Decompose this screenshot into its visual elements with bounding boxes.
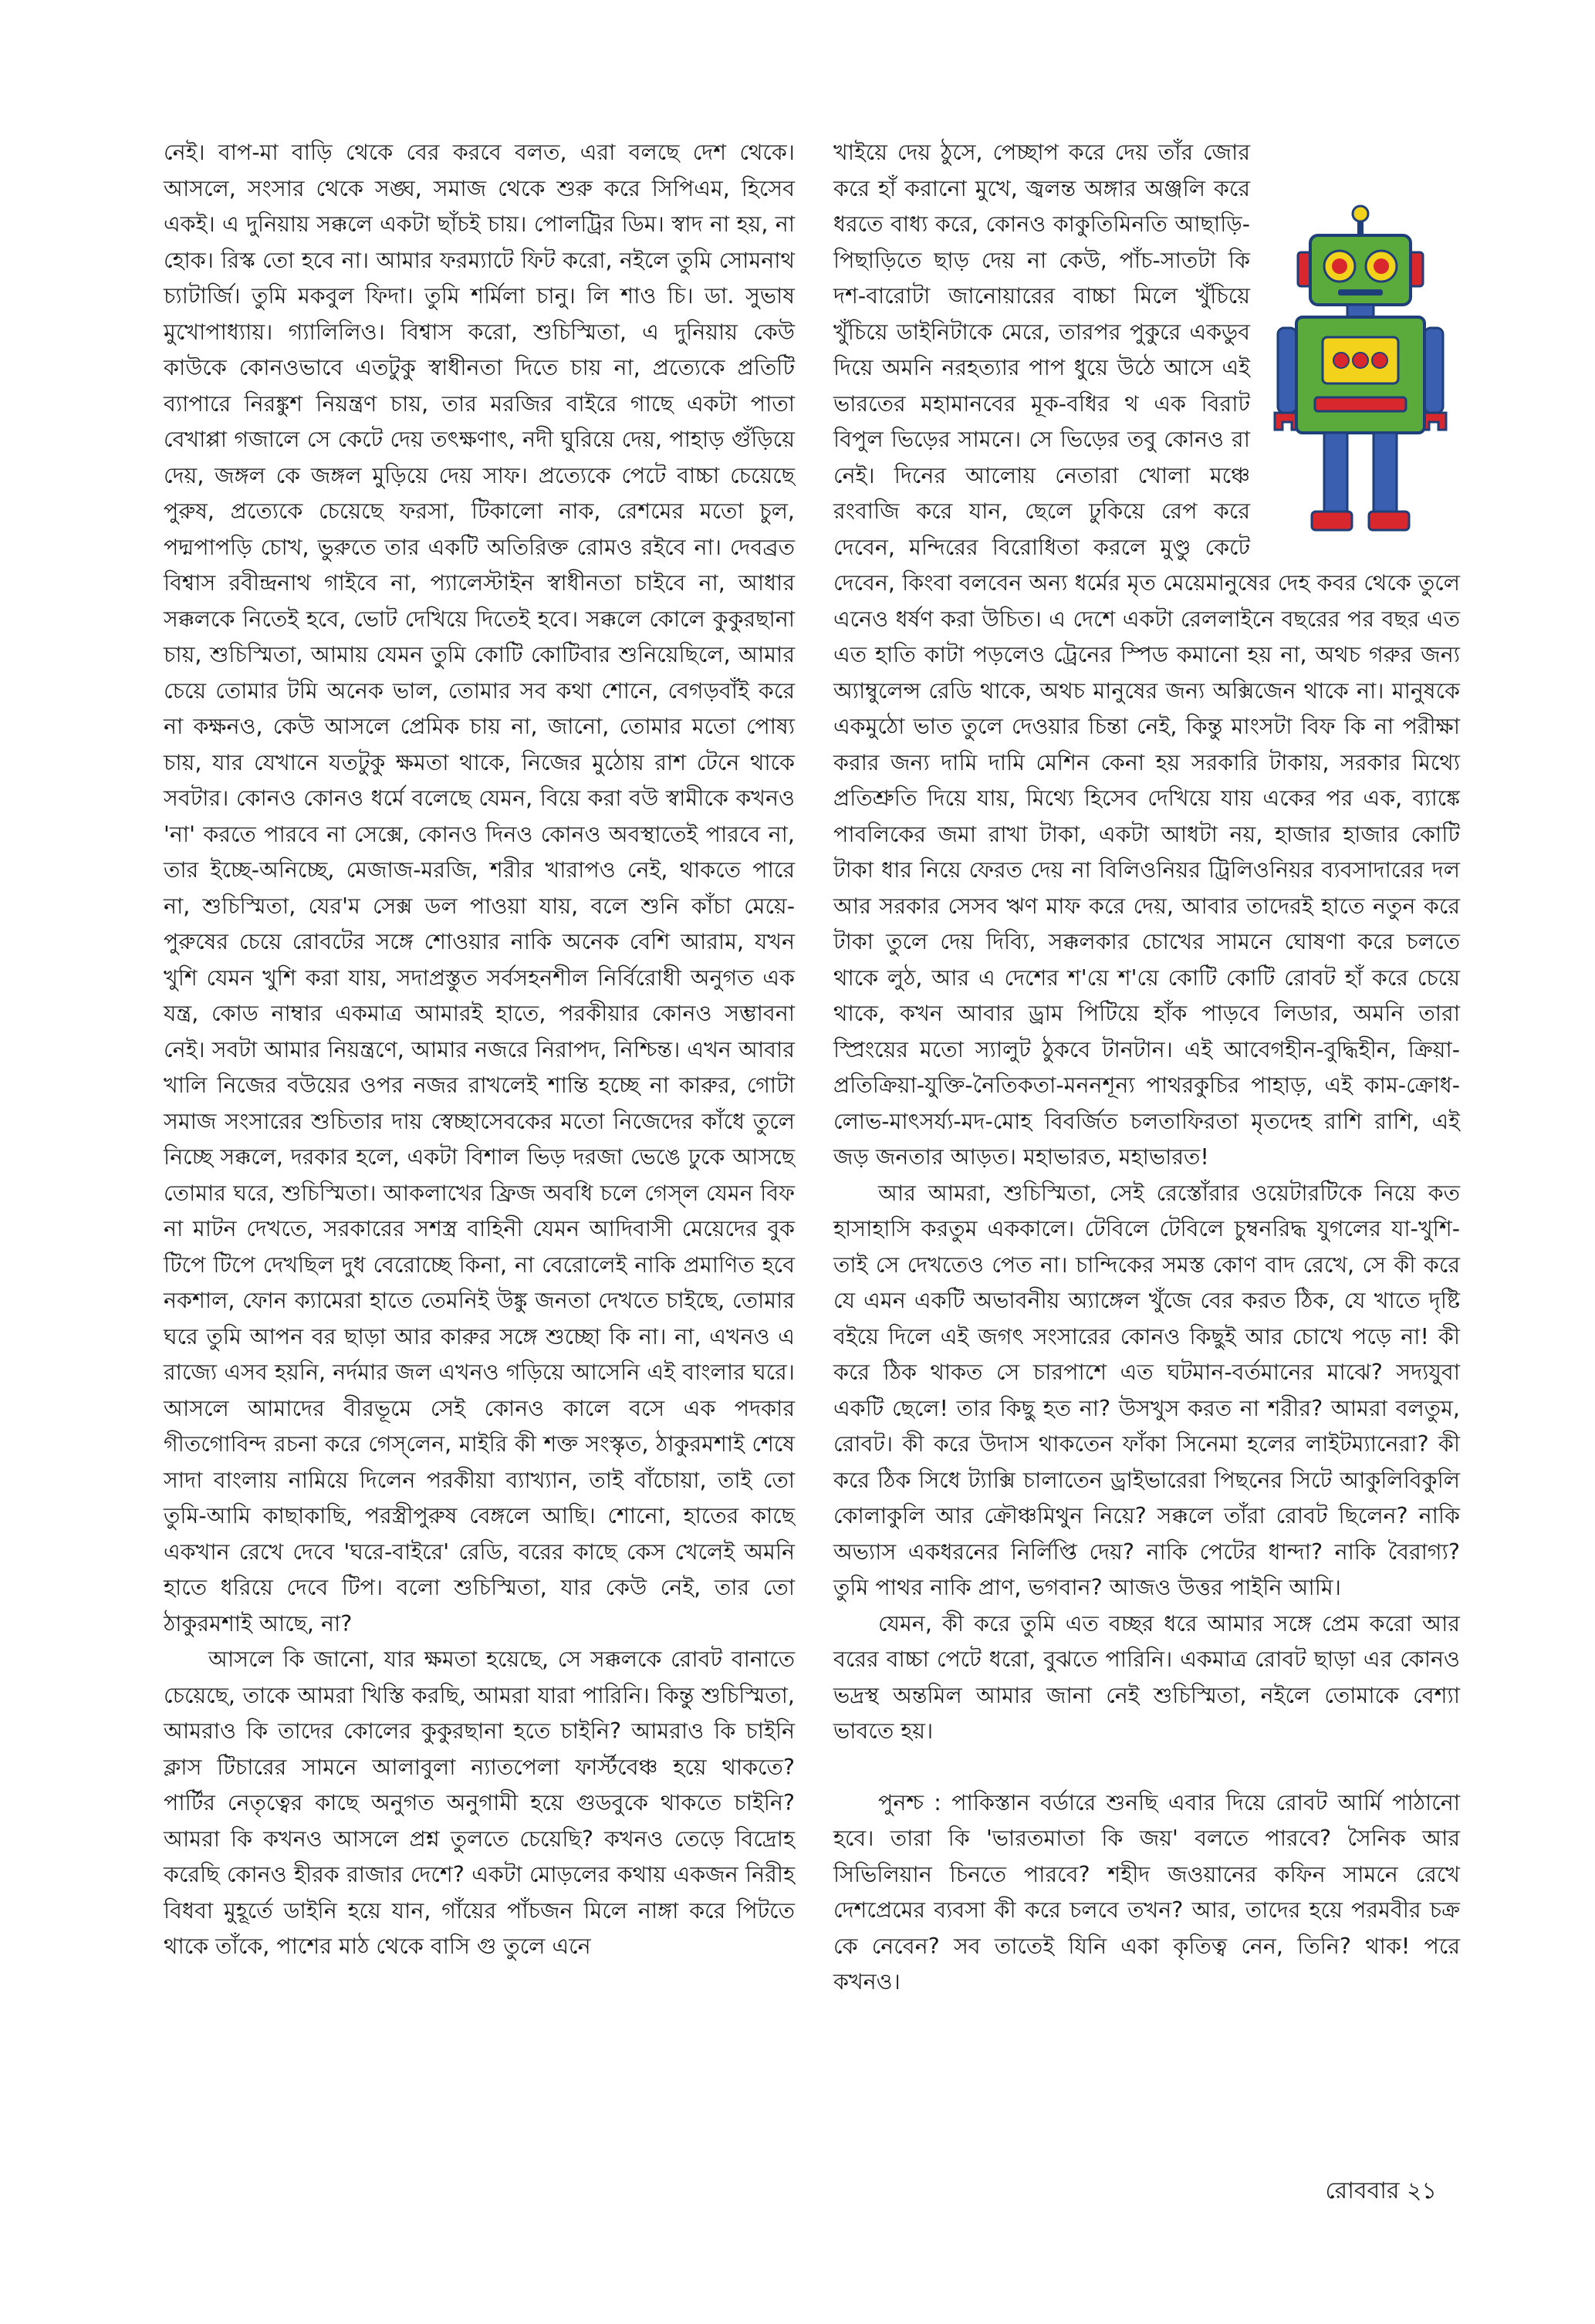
robot-leg-right	[1374, 433, 1397, 513]
robot-icon	[1261, 204, 1460, 544]
paragraph: আর আমরা, শুচিস্মিতা, সেই রেস্তোঁরার ওয়েটারটিকে নিয়ে কত হাসাহাসি করতুম এককালে। টেবিলে টেবিলে চুম্বনরিদ্ধ যুগলের যা-খুশি-তাই সে দেখতেও পেত না। চান্দিকের সমস্ত কোণ বাদ রেখে, সে কী করে যে এমন একটি অভাবনীয় অ্যাঙ্গেল খুঁজে বের করত ঠিক, যে খাতে দৃষ্টি বইয়ে দিলে এই জগৎ সংসারের কোনও কিছুই আর চোখে পড়ে না! কী করে ঠিক থাকত সে চারপাশে এত ঘটমান-বর্তমানের মাঝে? সদ্যযুবা একটি ছেলে! তার কিছু হত না? উসখুস করত না শরীর? আমরা বলতুম, রোবট। কী করে উদাস থাকতেন ফাঁকা সিনেমা হলের লাইটম্যানেরা? কী করে ঠিক সিধে ট্যাক্সি চালাতেন ড্রাইভারেরা পিছনের সিটে আকুলিবিকুলি কোলাকুলি আর ক্রৌঞ্চমিথুন নিয়ে? সক্কলে তাঁরা রোবট ছিলেন? নাকি অভ্যাস একধরনের নির্লিপ্তি দেয়? নাকি পেটের ধান্দা? নাকি বৈরাগ্য? তুমি পাথর নাকি প্রাণ, ভগবান? আজও উত্তর পাইনি আমি।	[833, 1180, 1460, 1600]
paragraph: যেমন, কী করে তুমি এত বচ্ছর ধরে আমার সঙ্গে প্রেম করো আর বরের বাচ্চা পেটে ধরো, বুঝতে পারিনি। একমাত্র রোবট ছাড়া এর কোনও ভদ্রস্থ অন্তমিল আমার জানা নেই শুচিস্মিতা, নইলে তোমাকে বেশ্যা ভাবতে হয়।	[833, 1610, 1460, 1744]
robot-arm-left	[1278, 328, 1296, 413]
robot-belt	[1315, 397, 1406, 411]
paragraph-text: খাইয়ে দেয় ঠুসে, পেচ্ছাপ করে দেয় তাঁর জোর করে হাঁ করানো মুখে, জ্বলন্ত অঙ্গার অঞ্জলি করে ধরতে বাধ্য করে, কোনও কাকুতিমিনতি আছাড়ি-পিছাড়িতে ছাড় দেয় না কেউ, পাঁচ-সাতটা কি দশ-বারোটা জানোয়ারের বাচ্চা মিলে খুঁচিয়ে খুঁচিয়ে ডাইনিটাকে মেরে, তারপর পুকুরে একডুব দিয়ে অমনি নরহত্যার পাপ ধুয়ে উঠে আসে এই ভারতের মহামানবের মূক-বধির থ এক বিরাট বিপুল ভিড়ের সামনে। সে ভিড়ের তবু কোনও রা নেই। দিনের আলোয় নেতারা খোলা মঞ্চে রংবাজি করে যান, ছেলে ঢুকিয়ে রেপ করে দেবেন, মন্দিরের বিরোধিতা করলে মুণ্ডু কেটে দেবেন, কিংবা বলবেন অন্য ধর্মের মৃত মেয়েমানুষের দেহ কবর থেকে তুলে এনেও ধর্ষণ করা উচিত। এ দেশে একটা রেললাইনে বছরের পর বছর এত এত হাতি কাটা পড়লেও ট্রেনের স্পিড কমানো হয় না, অথচ গরুর জন্য অ্যাম্বুলেন্স রেডি থাকে, অথচ মানুষের জন্য অক্সিজেন থাকে না। মানুষকে একমুঠো ভাত তুলে দেওয়ার চিন্তা নেই, কিন্তু মাংসটা বিফ কি না পরীক্ষা করার জন্য দামি দামি মেশিন কেনা হয় সরকারি টাকায়, সরকার মিথ্যে প্রতিশ্রুতি দিয়ে যায়, মিথ্যে হিসেব দেখিয়ে যায় একের পর এক, ব্যাঙ্কে পাবলিকের জমা রাখা টাকা, একটা আধটা নয়, হাজার হাজার কোটি টাকা ধার নিয়ে ফেরত দেয় না বিলিওনিয়র ট্রিলিওনিয়র ব্যবসাদারের দল আর সরকার সেসব ঋণ মাফ করে দেয়, আবার তাদেরই হাতে নতুন করে টাকা তুলে দেয় দিব্যি, সক্কলকার চোখের সামনে ঘোষণা করে চলতে থাকে লুঠ, আর এ দেশের শ'য়ে শ'য়ে কোটি কোটি রোবট হাঁ করে চেয়ে থাকে, কখন আবার ড্রাম পিটিয়ে হাঁক পাড়বে লিডার, অমনি তারা স্প্রিংয়ের মতো স্যালুট ঠুকবে টানটান। এই আবেগহীন-বুদ্ধিহীন, ক্রিয়া-প্রতিক্রিয়া-যুক্তি-নৈতিকতা-মননশূন্য পাথরকুচির পাহাড়, এই কাম-ক্রোধ-লোভ-মাৎসর্য্য-মদ-মোহ বিবর্জিত চলতাফিরতা মৃতদেহ রাশি রাশি, এই জড় জনতার আড়ত। মহাভারত, মহাভারত!	[833, 140, 1460, 1170]
paragraph	[833, 135, 1460, 1176]
page-folio: রোববার ২১	[1325, 2177, 1437, 2204]
postscript-paragraph: পুনশ্চ : পাকিস্তান বর্ডারে শুনছি এবার দিয়ে রোবট আর্মি পাঠানো হবে। তারা কি 'ভারতমাতা কি জয়' বলতে পারবে? সৈনিক আর সিভিলিয়ান চিনতে পারবে? শহীদ জওয়ানের কফিন সামনে রেখে দেশপ্রেমের ব্যবসা কী করে চলবে তখন? আর, তাদের হয়ে পরমবীর চক্র কে নেবেন? সব তাতেই যিনি একা কৃতিত্ব নেন, তিনি? থাক! পরে কখনও।	[833, 1789, 1460, 1995]
paragraph: আসলে কি জানো, যার ক্ষমতা হয়েছে, সে সক্কলকে রোবট বানাতে চেয়েছে, তাকে আমরা খিস্তি করছি, আমরা যারা পারিনি। কিন্তু শুচিস্মিতা, আমরাও কি তাদের কোলের কুকুরছানা হতে চাইনি? আমরাও কি চাইনি ক্লাস টিচারের সামনে আলাবুলা ন্যাতপেলা ফার্স্টবেঞ্চ হয়ে থাকতে? পার্টির নেতৃত্বের কাছে অনুগত অনুগামী হয়ে গুডবুকে থাকতে চাইনি? আমরা কি কখনও আসলে প্রশ্ন তুলতে চেয়েছি? কখনও তেড়ে বিদ্রোহ করেছি কোনও হীরক রাজার দেশে? একটা মোড়লের কথায় একজন নিরীহ বিধবা মুহূর্তে ডাইনি হয়ে যান, গাঁয়ের পাঁচজন মিলে নাঙ্গা করে পিটতে থাকে তাঁকে, পাশের মাঠ থেকে বাসি গু তুলে এনে	[164, 1647, 795, 1959]
robot-foot-left	[1312, 512, 1352, 530]
robot-foot-right	[1369, 512, 1409, 530]
robot-arm-right	[1424, 328, 1443, 413]
robot-eye-left	[1332, 258, 1347, 274]
robot-chest-button	[1333, 353, 1349, 368]
robot-chest-button	[1372, 353, 1387, 368]
robot-antenna-tip	[1353, 206, 1368, 221]
paragraph: নেই। বাপ-মা বাড়ি থেকে বের করবে বলত, এরা বলছে দেশ থেকে। আসলে, সংসার থেকে সঙ্ঘ, সমাজ থেকে শুরু করে সিপিএম, হিসেব একই। এ দুনিয়ায় সক্কলে একটা ছাঁচই চায়। পোলট্রির ডিম। স্বাদ না হয়, না হোক। রিস্ক তো হবে না। আমার ফরম্যাটে ফিট করো, নইলে তুমি সোমনাথ চ্যাটার্জি। তুমি মকবুল ফিদা। তুমি শর্মিলা চানু। লি শাও চি। ডা. সুভাষ মুখোপাধ্যায়। গ্যালিলিও। বিশ্বাস করো, শুচিস্মিতা, এ দুনিয়ায় কেউ কাউকে কোনওভাবে এতটুকু স্বাধীনতা দিতে চায় না, প্রত্যেকে প্রতিটি ব্যাপারে নিরঙ্কুশ নিয়ন্ত্রণ চায়, তার মরজির বাইরে গাছে একটা পাতা বেখাপ্পা গজালে সে কেটে দেয় তৎক্ষণাৎ, নদী ঘুরিয়ে দেয়, পাহাড় গুঁড়িয়ে দেয়, জঙ্গল কে জঙ্গল মুড়িয়ে দেয় সাফ। প্রত্যেকে পেটে বাচ্চা চেয়েছে পুরুষ, প্রত্যেকে চেয়েছে ফরসা, টিকালো নাক, রেশমের মতো চুল, পদ্মপাপড়ি চোখ, ভুরুতে তার একটি অতিরিক্ত রোমও রইবে না। দেবব্রত বিশ্বাস রবীন্দ্রনাথ গাইবে না, প্যালেস্টাইন স্বাধীনতা চাইবে না, আধার সক্কলকে নিতেই হবে, ভোট দেখিয়ে দিতেই হবে। সক্কলে কোলে কুকুরছানা চায়, শুচিস্মিতা, আমায় যেমন তুমি কোটি কোটিবার শুনিয়েছিলে, আমার চেয়ে তোমার টমি অনেক ভাল, তোমার সব কথা শোনে, বেগড়বাঁই করে না কক্ষনও, কেউ আসলে প্রেমিক চায় না, জানো, তোমার মতো পোষ্য চায়, যার যেখানে যতটুকু ক্ষমতা থাকে, নিজের মুঠোয় রাশ টেনে থাকে সবটার। কোনও কোনও ধর্মে বলেছে যেমন, বিয়ে করা বউ স্বামীকে কখনও 'না' করতে পারবে না সেক্সে, কোনও দিনও কোনও অবস্থাতেই পারবে না, তার ইচ্ছে-অনিচ্ছে, মেজাজ-মরজি, শরীর খারাপও নেই, থাকতে পারে না, শুচিস্মিতা, যের'ম সেক্স ডল পাওয়া যায়, বলে শুনি কাঁচা মেয়ে-পুরুষের চেয়ে রোবটের সঙ্গে শোওয়ার নাকি অনেক বেশি আরাম, যখন খুশি যেমন খুশি করা যায়, সদাপ্রস্তুত সর্বসহনশীল নির্বিরোধী অনুগত এক যন্ত্র, কোড নাম্বার একমাত্র আমারই হাতে, পরকীয়ার কোনও সম্ভাবনা নেই। সবটা আমার নিয়ন্ত্রণে, আমার নজরে নিরাপদ, নিশ্চিন্ত। এখন আবার খালি নিজের বউয়ের ওপর নজর রাখলেই শান্তি হচ্ছে না কারুর, গোটা সমাজ সংসারের শুচিতার দায় স্বেচ্ছাসেবকের মতো নিজেদের কাঁধে তুলে নিচ্ছে সক্কলে, দরকার হলে, একটা বিশাল ভিড় দরজা ভেঙে ঢুকে আসছে তোমার ঘরে, শুচিস্মিতা। আকলাখের ফ্রিজ অবধি চলে গেস্‌ল যেমন বিফ না মাটন দেখতে, সরকারের সশস্ত্র বাহিনী যেমন আদিবাসী মেয়েদের বুক টিপে টিপে দেখছিল দুধ বেরোচ্ছে কিনা, না বেরোলেই নাকি প্রমাণিত হবে নকশাল, ফোন ক্যামেরা হাতে তেমনিই উঙ্কু জনতা দেখতে চাইছে, তোমার ঘরে তুমি আপন বর ছাড়া আর কারুর সঙ্গে শুচ্ছো কি না। না, এখনও এ রাজ্যে এসব হয়নি, নর্দমার জল এখনও গড়িয়ে আসেনি এই বাংলার ঘরে। আসলে আমাদের বীরভূমে সেই কোনও কালে বসে এক পদকার গীতগোবিন্দ রচনা করে গেস্‌লেন, মাইরি কী শক্ত সংস্কৃত, ঠাকুরমশাই শেষে সাদা বাংলায় নামিয়ে দিলেন পরকীয়া ব্যাখ্যান, তাই বাঁচোয়া, তাই তো তুমি-আমি কাছাকাছি, পরস্ত্রীপুরুষ বেঙ্গলে আছি। শোনো, হাতের কাছে একখান রেখে দেবে 'ঘরে-বাইরে' রেডি, বরের কাছে কেস খেলেই অমনি হাতে ধরিয়ে দেবে টিপ। বলো শুচিস্মিতা, যার কেউ নেই, তার তো ঠাকুরমশাই আছে, না?	[164, 140, 795, 1637]
robot-mouth	[1338, 289, 1383, 296]
robot-leg-left	[1324, 433, 1347, 513]
robot-eye-right	[1374, 258, 1389, 274]
article-left-column	[164, 135, 795, 1965]
robot-illustration	[1261, 204, 1460, 544]
robot-neck	[1347, 305, 1374, 317]
robot-chest-button	[1353, 353, 1368, 368]
article-right-column	[833, 135, 1460, 2001]
